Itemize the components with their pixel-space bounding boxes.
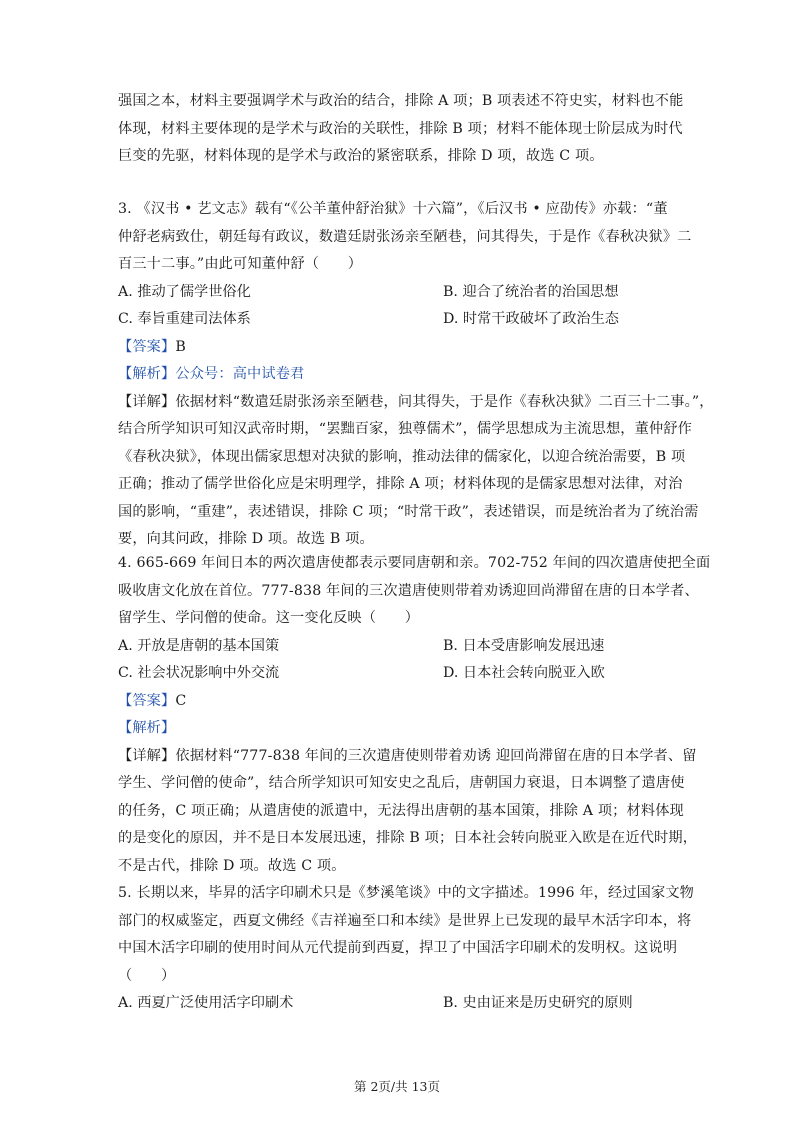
detail-line xyxy=(118,389,714,417)
answer-tag: 【答案】 xyxy=(118,692,176,709)
detail-tag: 【详解】 xyxy=(118,747,176,764)
option-b: B. 史由证来是历史研究的原则 xyxy=(443,995,633,1011)
analysis-tag: 【解析】 xyxy=(118,720,176,736)
question-stem-line: 部门的权威鉴定，西夏文佛经《吉祥遍至口和本续》是世界上已发现的最早木活字印本，将 xyxy=(118,912,692,929)
detail-text: 依据材料“数遣廷尉张汤亲至陋巷，问其得失，于是作《春秋决狱》二百三十二事。”， xyxy=(175,393,714,410)
question-stem-line: 3. 《汉书 • 艺文志》载有“《公羊董仲舒治狱》十六篇”，《后汉书 • 应劭传》亦载：“董 xyxy=(118,201,668,217)
answer-tag: 【答案】 xyxy=(118,338,176,355)
detail-tag: 【详解】 xyxy=(118,393,176,410)
option-b: B. 日本受唐影响发展迅速 xyxy=(443,637,605,654)
detail-line: 要，向其问政，排除 D 项。故选 B 项。 xyxy=(118,531,374,547)
intro-paragraph xyxy=(118,88,684,171)
detail-line: 学生、学问僧的使命”，结合所学知识可知安史之乱后，唐朝国力衰退，日本调整了遣唐使 xyxy=(118,775,685,791)
answer-line xyxy=(118,688,658,716)
question-stem-line: 5. 长期以来，毕昇的活字印刷术只是《梦溪笔谈》中的文字描述。1996 年，经过国家文物 xyxy=(118,885,695,901)
options-row xyxy=(118,990,658,1018)
question-stem-line: 中国木活字印刷的使用时间从元代提前到西夏，捍卫了中国活字印刷术的发明权。这说明 xyxy=(118,940,678,956)
analysis-line xyxy=(118,715,658,743)
detail-line: 国的影响，“重建”，表述错误，排除 C 项；“时常干政”，表述错误，而是统治者为了统治需 xyxy=(118,503,699,520)
option-a: A. 开放是唐朝的基本国策 xyxy=(118,637,280,654)
detail-text: 依据材料“777-838 年间的三次遣唐使则带着劝诱 迎回尚滞留在唐的日本学者、留 xyxy=(175,747,697,764)
options-row xyxy=(118,279,658,307)
option-d: D. 时常干政破坏了政治生态 xyxy=(443,311,619,327)
text-line: 强国之本，材料主要强调学术与政治的结合，排除 A 项；B 项表述不符史实，材料也不能 xyxy=(118,93,684,109)
question-stem-line: 仲舒老病致仕，朝廷每有政议，数遣廷尉张汤亲至陋巷，问其得失，于是作《春秋决狱》二 xyxy=(118,228,692,245)
option-c: C. 社会状况影响中外交流 xyxy=(118,665,280,681)
text-line: 体现，材料主要体现的是学术与政治的关联性，排除 B 项；材料不能体现士阶层成为时代 xyxy=(118,120,683,137)
detail-line: 的是变化的原因，并不是日本发展迅速，排除 B 项；日本社会转向脱亚入欧是在近代时期， xyxy=(118,830,698,846)
option-c: C. 奉旨重建司法体系 xyxy=(118,311,251,327)
options-row xyxy=(118,306,658,334)
detail-line: 结合所学知识可知汉武帝时期，“罢黜百家，独尊儒术”，儒学思想成为主流思想，董仲舒作 xyxy=(118,421,692,437)
detail-line: 不是古代，排除 D 项。故选 C 项。 xyxy=(118,857,346,874)
question-stem-line: 百三十二事。”由此可知董仲舒（ ） xyxy=(118,256,363,272)
options-row xyxy=(118,660,658,688)
detail-line: 的任务，C 项正确；从遣唐使的派遣中，无法得出唐朝的基本国策，排除 A 项；材料体现 xyxy=(118,802,684,819)
option-b: B. 迎合了统治者的治国思想 xyxy=(443,283,619,300)
question-stem-line: 吸收唐文化放在首位。777-838 年间的三次遣唐使则带着劝诱迎回尚滞留在唐的日本学者、 xyxy=(118,582,699,599)
answer-value: C xyxy=(175,692,187,709)
page-footer: 第 2页/共 13页 xyxy=(353,1079,441,1094)
analysis-note: 公众号：高中试卷君 xyxy=(175,366,305,382)
answer-value: B xyxy=(175,338,186,355)
option-a: A. 西夏广泛使用活字印刷术 xyxy=(118,995,294,1011)
question-5 xyxy=(118,880,695,1018)
option-a: A. 推动了儒学世俗化 xyxy=(118,283,251,300)
option-d: D. 日本社会转向脱亚入欧 xyxy=(443,665,605,681)
question-stem-line: （ ） xyxy=(118,967,176,984)
detail-line xyxy=(118,743,697,771)
question-4 xyxy=(118,550,711,880)
text-line: 巨变的先驱，材料体现的是学术与政治的紧密联系，排除 D 项，故选 C 项。 xyxy=(118,148,604,164)
answer-line xyxy=(118,334,658,362)
question-stem-line: 4. 665-669 年间日本的两次遣唐使都表示要同唐朝和亲。702-752 年间的四次遣唐使把全面 xyxy=(118,555,711,571)
question-3 xyxy=(118,196,714,554)
detail-line: 正确；推动了儒学世俗化应是宋明理学，排除 A 项；材料体现的是儒家思想对法律，对治 xyxy=(118,476,683,492)
options-row xyxy=(118,633,658,661)
detail-line: 《春秋决狱》，体现出儒家思想对决狱的影响，推动法律的儒家化，以迎合统治需要，B 项 xyxy=(118,448,686,465)
question-stem-line: 留学生、学问僧的使命。这一变化反映（ ） xyxy=(118,610,420,626)
analysis-tag: 【解析】 xyxy=(118,366,176,382)
analysis-line xyxy=(118,361,658,389)
